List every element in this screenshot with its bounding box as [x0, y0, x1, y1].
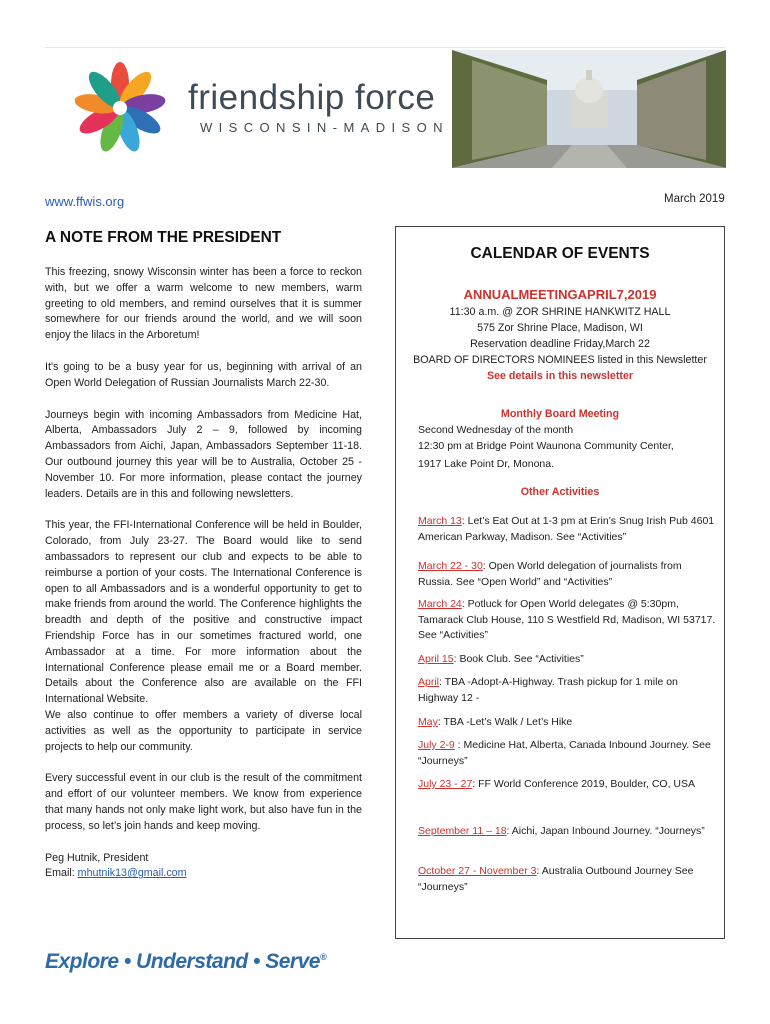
annual-meeting-note: See details in this newsletter	[486, 370, 634, 382]
note-paragraph: Every successful event in our club is the result of the commitment and effort of our volunteer members. We know from experience that many hands not only make light work, but also have fun in the process, so let’s join hands and keep moving.	[45, 772, 362, 832]
event-text: : Book Club. See “Activities”	[453, 653, 584, 665]
note-paragraph: This freezing, snowy Wisconsin winter has been a force to reckon with, but we offer a warm welcome to new members, warm greeting to old members, and remind ourselves that it is summer somewhere for our friends around the world, and we will soon enjoy the lilacs in the Arboretum!	[45, 266, 362, 342]
other-activities-title: Other Activities	[520, 486, 600, 498]
friendship-force-logo	[70, 58, 170, 158]
event-item	[418, 738, 718, 769]
event-text: : Medicine Hat, Alberta, Canada Inbound Journey. See “Journeys”	[418, 739, 711, 767]
annual-meeting-line: Reservation deadline Friday,March 22	[470, 338, 650, 350]
event-text: : Potluck for Open World delegates @ 5:30pm, Tamarack Club House, 110 S Westfield Rd, Madison, WI 53717. See “Activities”	[418, 598, 716, 642]
email-line	[45, 866, 362, 882]
annual-meeting-line: 575 Zor Shrine Place, Madison, WI	[477, 322, 643, 334]
footer-tagline	[45, 950, 326, 974]
president-note-title: A NOTE FROM THE PRESIDENT	[45, 229, 282, 246]
note-paragraph: We also continue to offer members a variety of diverse local activities as well as the opportunity to participate in service projects to help our community.	[45, 708, 362, 753]
event-item	[418, 514, 718, 545]
event-item	[418, 559, 718, 590]
event-text: : TBA -Let’s Walk / Let’s Hike	[437, 716, 573, 728]
capitol-street-photo	[452, 50, 726, 168]
event-date-link[interactable]: April	[418, 676, 440, 688]
event-item	[418, 652, 718, 668]
event-item	[418, 824, 718, 840]
event-item	[418, 715, 718, 731]
board-meeting-line: 12:30 pm at Bridge Point Waunona Community Center,	[418, 440, 674, 452]
event-item	[418, 597, 718, 644]
email-label: Email:	[45, 867, 78, 880]
event-date-link[interactable]: July 23 - 27	[418, 778, 473, 790]
event-item	[418, 864, 718, 895]
event-date-link[interactable]: March 22 - 30	[418, 560, 483, 572]
event-date-link[interactable]: July 2-9	[418, 739, 455, 751]
registered-mark: ®	[319, 952, 327, 962]
event-text: : FF World Conference 2019, Boulder, CO, USA	[472, 778, 696, 790]
calendar-title: CALENDAR OF EVENTS	[470, 245, 650, 262]
event-date-link[interactable]: March 24	[418, 598, 462, 610]
event-text: : TBA -Adopt-A-Highway. Trash pickup for 1 mile on Highway 12 -	[418, 676, 678, 704]
event-text: : Australia Outbound Journey See “Journeys”	[418, 865, 694, 893]
event-text: : Let’s Eat Out at 1-3 pm at Erin’s Snug Irish Pub 4601 American Parkway, Madison. See “Activities”	[418, 515, 715, 543]
issue-date: March 2019	[664, 193, 725, 205]
event-date-link[interactable]: April 15	[418, 653, 454, 665]
tagline-text: Explore • Understand • Serve	[45, 950, 320, 973]
brand-subtitle: WISCONSIN-MADISON	[200, 120, 449, 135]
event-date-link[interactable]: March 13	[418, 515, 462, 527]
annual-meeting-title: ANNUALMEETINGAPRIL7,2019	[463, 287, 657, 302]
note-paragraph: This year, the FFI-International Conference will be held in Boulder, Colorado, from July 23-27. The Board would like to send ambassadors to represent our club and expects to be able to reimburse a portion of your costs. The International Conference is open to all Ambassadors and is a wonderful opportunity to get to make friends from around the world. The Conference highlights the breadth and depth of the positive and constructive impact Friendship Force has in our sometimes fractured world, one Ambassador at a time. For more information about the International Conference please email me or a Board member. Details about the Conference also are available on the FFI International Website.	[45, 519, 362, 706]
annual-meeting-line: BOARD OF DIRECTORS NOMINEES listed in this Newsletter	[413, 354, 707, 366]
website-link[interactable]: www.ffwis.org	[45, 194, 125, 209]
note-paragraph: It's going to be a busy year for us, beginning with arrival of an Open World Delegation of Russian Journalists March 22-30.	[45, 360, 362, 389]
annual-meeting-line: 11:30 a.m. @ ZOR SHRINE HANKWITZ HALL	[449, 306, 671, 318]
calendar-box	[395, 226, 725, 939]
board-meeting-title: Monthly Board Meeting	[500, 408, 620, 420]
president-note-body	[45, 265, 362, 882]
email-link[interactable]: mhutnik13@gmail.com	[77, 867, 187, 880]
event-text: : Aichi, Japan Inbound Journey. “Journeys”	[506, 825, 705, 837]
signature: Peg Hutnik, President	[45, 851, 149, 864]
event-date-link[interactable]: May	[418, 716, 438, 728]
header-rule	[45, 47, 725, 48]
note-paragraph: Journeys begin with incoming Ambassadors from Medicine Hat, Alberta, Ambassadors July 2 – 9, followed by incoming Ambassadors from Aichi, Japan, Ambassadors September 11-18. Our outbound journey this year will be to Australia, October 25 - November 10. For more information, please contact the journey leaders. Details are in this and following newsletters.	[45, 408, 362, 500]
event-item	[418, 675, 718, 706]
board-meeting-line: Second Wednesday of the month	[418, 424, 574, 436]
event-item	[418, 777, 718, 793]
event-date-link[interactable]: September 11 – 18	[418, 825, 507, 837]
event-date-link[interactable]: October 27 - November 3	[418, 865, 537, 877]
board-meeting-line: 1917 Lake Point Dr, Monona.	[418, 458, 555, 470]
brand-name: friendship force	[188, 78, 436, 117]
event-text: : Open World delegation of journalists from Russia. See “Open World” and “Activities”	[418, 560, 682, 588]
